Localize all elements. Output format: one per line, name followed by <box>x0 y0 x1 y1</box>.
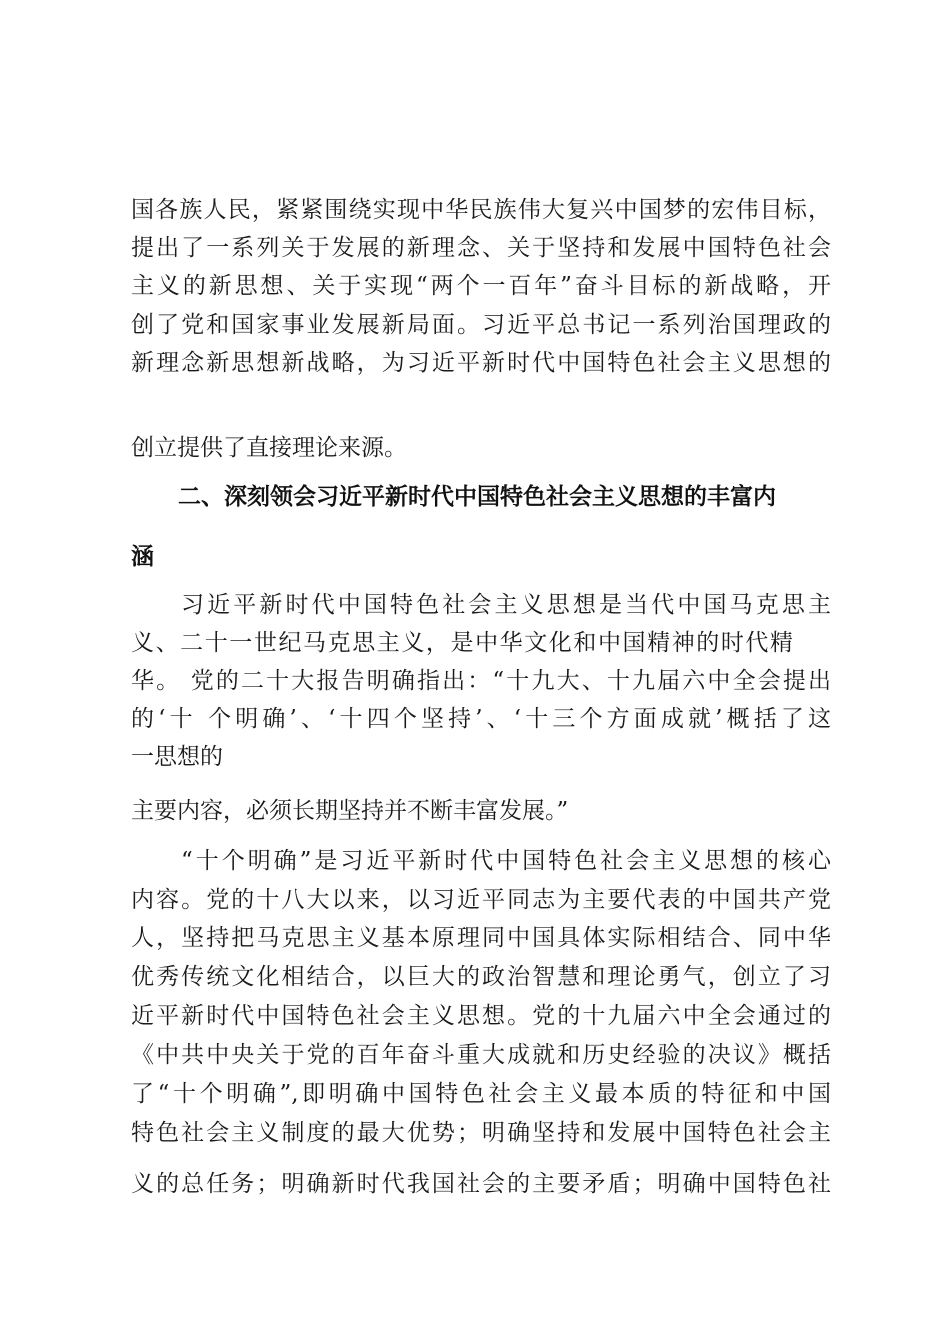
text-line: 主义的新思想、关于实现“两个一百年”奋斗目标的新战略，开 <box>131 273 831 299</box>
text-line: 内容。党的十八大以来，以习近平同志为主要代表的中国共产党 <box>131 887 831 913</box>
text-line: 近平新时代中国特色社会主义思想。党的十九届六中全会通过的 <box>131 1003 831 1029</box>
text-line: “十个明确”是习近平新时代中国特色社会主义思想的核心 <box>181 848 831 874</box>
text-line: 特色社会主义制度的最大优势；明确坚持和发展中国特色社会主 <box>131 1120 831 1146</box>
section-heading-line-2: 涵 <box>131 544 154 570</box>
text-line: 国各族人民，紧紧围绕实现中华民族伟大复兴中国梦的宏伟目标， <box>131 197 831 223</box>
section-heading-line-1: 二、深刻领会习近平新时代中国特色社会主义思想的丰富内 <box>178 484 776 510</box>
text-line: 人，坚持把马克思主义基本原理同中国具体实际相结合、同中华 <box>131 925 831 951</box>
text-line: 创了党和国家事业发展新局面。习近平总书记一系列治国理政的 <box>131 312 831 338</box>
text-line: 的‘十 个明确’、‘十四个坚持’、‘十三个方面成就’概括了这 <box>131 706 831 732</box>
text-line: 华。 党的二十大报告明确指出：“十九大、十九届六中全会提出 <box>131 668 831 694</box>
text-line: 了“十个明确”,即明确中国特色社会主义最本质的特征和中国 <box>131 1081 831 1107</box>
text-line: 主要内容，必须长期坚持并不断丰富发展。” <box>131 798 569 824</box>
text-line: 新理念新思想新战略，为习近平新时代中国特色社会主义思想的 <box>131 350 831 376</box>
text-line: 优秀传统文化相结合，以巨大的政治智慧和理论勇气，创立了习 <box>131 964 831 990</box>
text-line: 一思想的 <box>131 744 223 770</box>
text-line: 义、二十一世纪马克思主义，是中华文化和中国精神的时代精 <box>131 630 793 656</box>
text-line: 提出了一系列关于发展的新理念、关于坚持和发展中国特色社会 <box>131 235 831 261</box>
text-line: 习近平新时代中国特色社会主义思想是当代中国马克思主 <box>181 592 831 618</box>
text-line: 义的总任务；明确新时代我国社会的主要矛盾；明确中国特色社 <box>131 1171 831 1197</box>
text-line: 创立提供了直接理论来源。 <box>131 435 407 461</box>
text-line: 《中共中央关于党的百年奋斗重大成就和历史经验的决议》概括 <box>131 1042 831 1068</box>
